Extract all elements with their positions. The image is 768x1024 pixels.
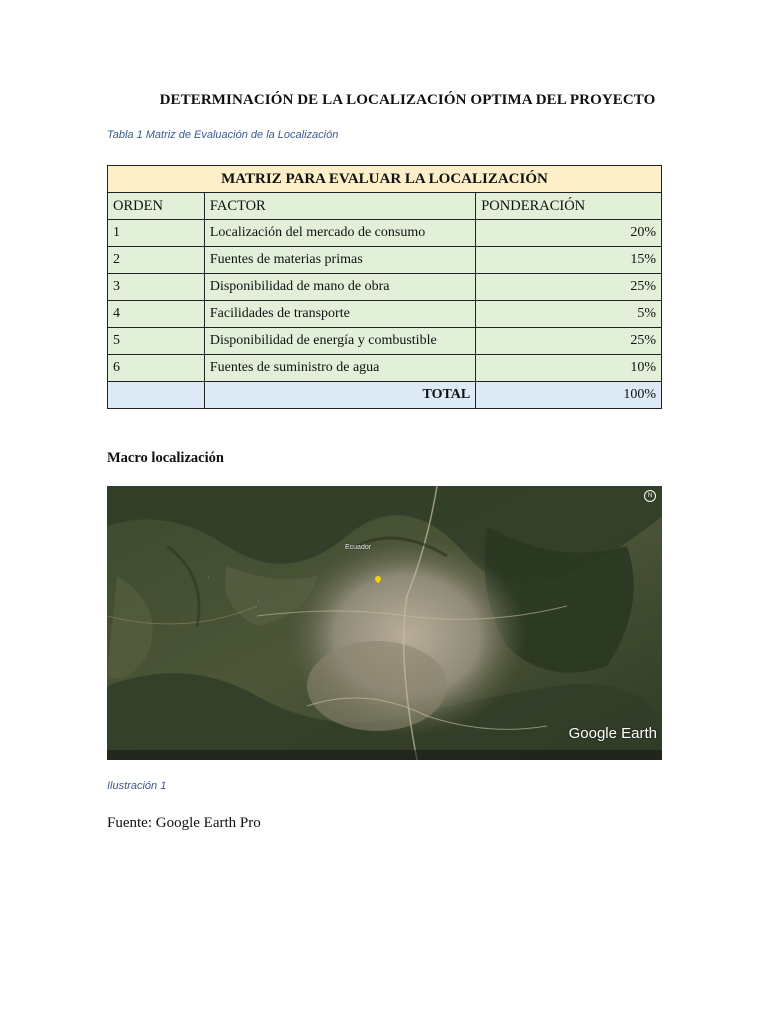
- total-value: 100%: [476, 382, 662, 409]
- cell-orden: 4: [108, 301, 205, 328]
- compass-icon: N: [644, 490, 656, 502]
- column-header-orden: ORDEN: [108, 193, 205, 220]
- map-place-label: ·: [207, 574, 210, 581]
- cell-orden: 3: [108, 274, 205, 301]
- table-title: MATRIZ PARA EVALUAR LA LOCALIZACIÓN: [108, 166, 662, 193]
- map-status-bar: [107, 750, 662, 760]
- total-row: [108, 382, 662, 409]
- table-title-row: [108, 166, 662, 193]
- column-header-factor: FACTOR: [204, 193, 475, 220]
- satellite-map-image: [107, 486, 662, 760]
- cell-orden: 2: [108, 247, 205, 274]
- table-row: [108, 247, 662, 274]
- cell-factor: Localización del mercado de consumo: [204, 220, 475, 247]
- cell-factor: Disponibilidad de mano de obra: [204, 274, 475, 301]
- evaluation-matrix-table: [107, 165, 662, 409]
- cell-factor: Fuentes de materias primas: [204, 247, 475, 274]
- cell-factor: Facilidades de transporte: [204, 301, 475, 328]
- cell-ponderacion: 20%: [476, 220, 662, 247]
- source-note: Fuente: Google Earth Pro: [107, 815, 261, 831]
- section-heading: Macro localización: [107, 450, 224, 466]
- table-row: [108, 328, 662, 355]
- table-row: [108, 355, 662, 382]
- cell-orden: 6: [108, 355, 205, 382]
- document-title: DETERMINACIÓN DE LA LOCALIZACIÓN OPTIMA DEL PROYECTO: [159, 92, 656, 108]
- map-place-label: ·: [257, 598, 260, 605]
- cell-factor: Disponibilidad de energía y combustible: [204, 328, 475, 355]
- figure-caption: Ilustración 1: [107, 780, 167, 792]
- column-header-ponderacion: PONDERACIÓN: [476, 193, 662, 220]
- cell-orden: 5: [108, 328, 205, 355]
- table-row: [108, 301, 662, 328]
- table-row: [108, 220, 662, 247]
- table-row: [108, 274, 662, 301]
- cell-orden: 1: [108, 220, 205, 247]
- table-caption: Tabla 1 Matriz de Evaluación de la Localización: [107, 129, 339, 141]
- column-header-row: [108, 193, 662, 220]
- total-label: TOTAL: [204, 382, 475, 409]
- total-empty-cell: [108, 382, 205, 409]
- cell-ponderacion: 15%: [476, 247, 662, 274]
- cell-factor: Fuentes de suministro de agua: [204, 355, 475, 382]
- cell-ponderacion: 5%: [476, 301, 662, 328]
- google-earth-logo: Google Earth: [568, 725, 657, 742]
- cell-ponderacion: 10%: [476, 355, 662, 382]
- cell-ponderacion: 25%: [476, 274, 662, 301]
- map-place-label: Ecuador: [345, 544, 372, 551]
- satellite-terrain: [107, 486, 662, 760]
- cell-ponderacion: 25%: [476, 328, 662, 355]
